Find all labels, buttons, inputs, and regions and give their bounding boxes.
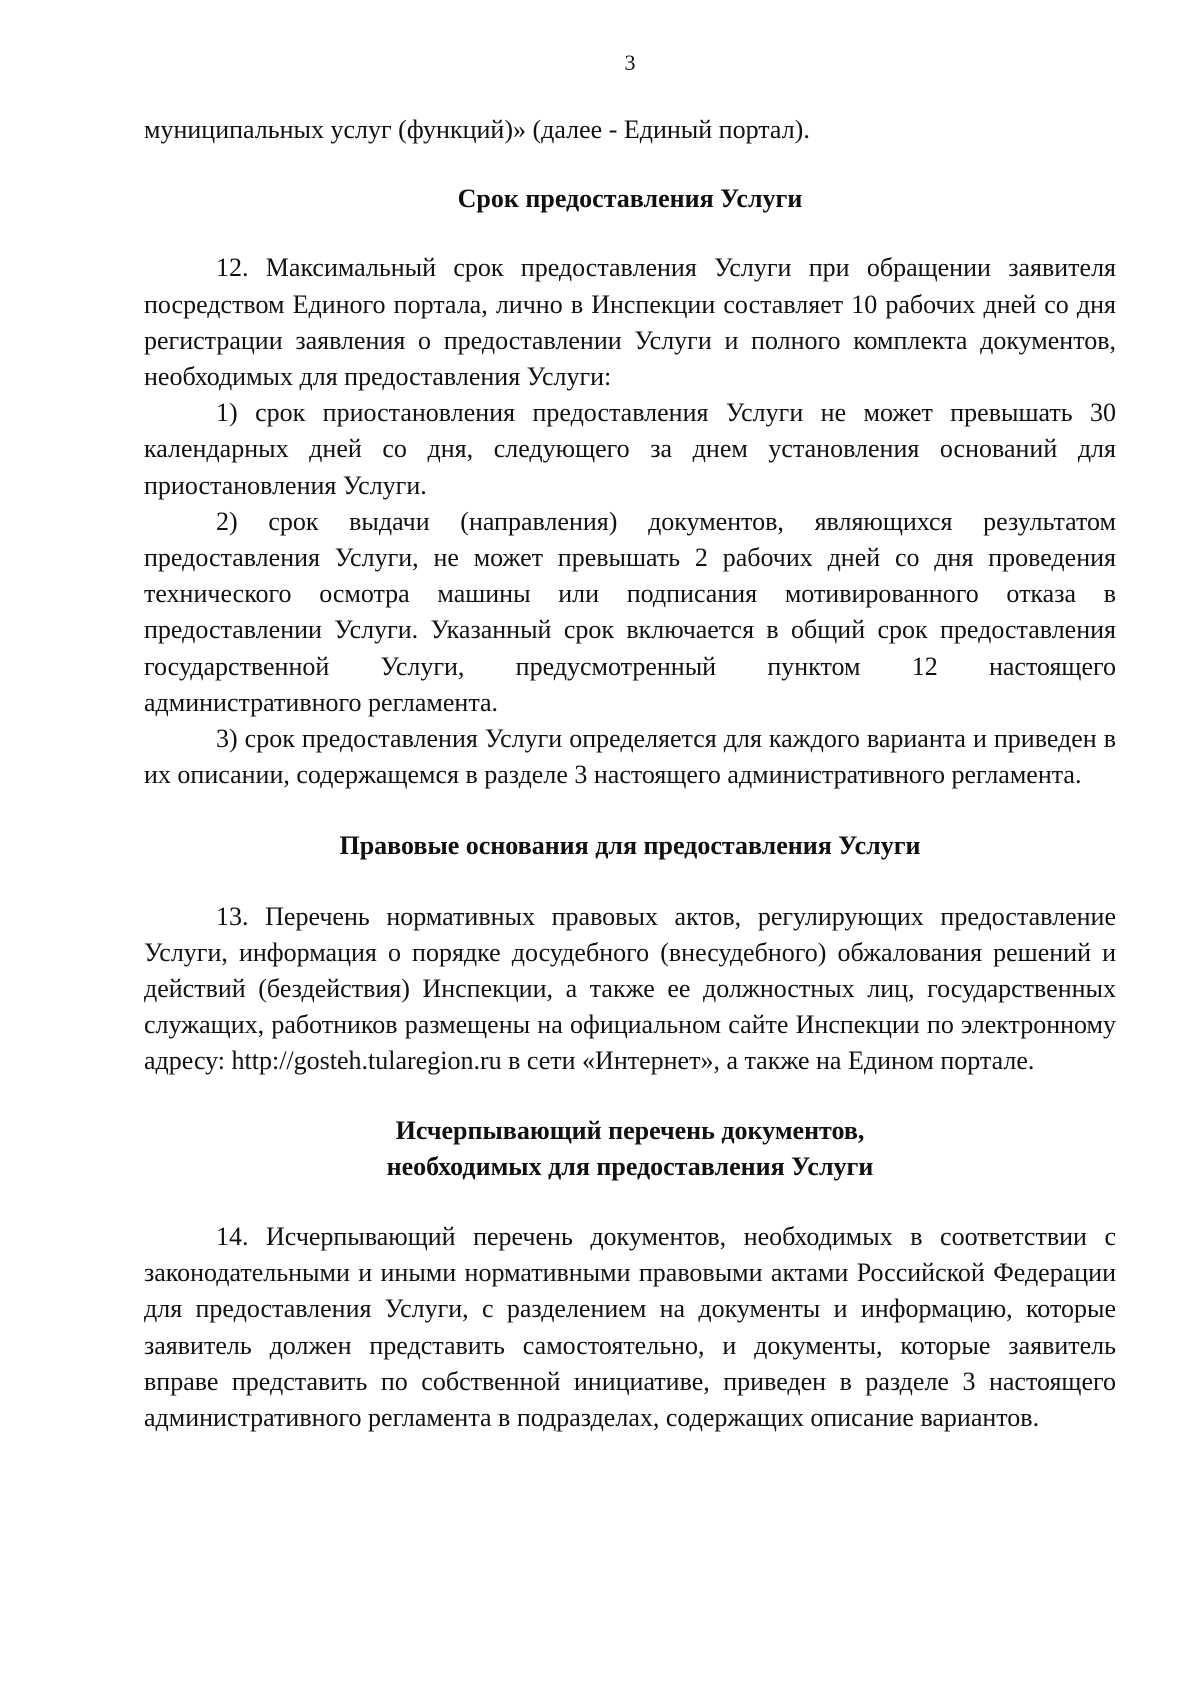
paragraph-12: 12. Максимальный срок предоставления Услуги при обращении заявителя посредством Единого портала, лично в Инспекции составляет 10 рабочих дней со дня регистрации заявления о предоставлении Услуги и полного комплекта документов, необходимых для предоставления Услуги:: [144, 253, 1116, 392]
section-heading-term: Срок предоставления Услуги: [457, 184, 803, 214]
page-number: 3: [624, 50, 636, 75]
intro-paragraph: муниципальных услуг (функций)» (далее - Единый портал).: [144, 115, 810, 144]
document-body: [144, 112, 1116, 1436]
section-heading-documents-line-1: Исчерпывающий перечень документов,: [395, 1115, 865, 1145]
section-heading-legal: Правовые основания для предоставления Услуги: [339, 831, 921, 861]
paragraph-14: 14. Исчерпывающий перечень документов, необходимых в соответствии с законодательными и иными нормативными правовыми актами Российской Федерации для предоставления Услуги, с разделением на документы и информацию, которые заявитель должен представить самостоятельно, и документы, которые заявитель вправе представить по собственной инициативе, приведен в разделе 3 настоящего административного регламента в подразделах, содержащих описание вариантов.: [144, 1222, 1116, 1433]
paragraph-13: 13. Перечень нормативных правовых актов, регулирующих предоставление Услуги, информация о порядке досудебного (внесудебного) обжалования решений и действий (бездействия) Инспекции, а также ее должностных лиц, государственных служащих, работников размещены на официальном сайте Инспекции по электронному адресу: http://gosteh.tularegion.ru в сети «Интернет», а также на Едином портале.: [144, 901, 1116, 1076]
paragraph-12-item-3: 3) срок предоставления Услуги определяется для каждого варианта и приведен в их описании, содержащемся в разделе 3 настоящего административного регламента.: [144, 724, 1116, 790]
paragraph-12-item-1: 1) срок приостановления предоставления Услуги не может превышать 30 календарных дней со дня, следующего за днем установления оснований для приостановления Услуги.: [144, 398, 1116, 500]
section-heading-documents: [144, 1113, 1116, 1185]
section-heading-documents-line-2: необходимых для предоставления Услуги: [386, 1151, 874, 1181]
paragraph-12-item-2: 2) срок выдачи (направления) документов, являющихся результатом предоставления Услуги, не может превышать 2 рабочих дней со дня проведения технического осмотра машины или подписания мотивированного отказа в предоставлении Услуги. Указанный срок включается в общий срок предоставления государственной Услуги, предусмотренный пунктом 12 настоящего административного регламента.: [144, 506, 1116, 717]
